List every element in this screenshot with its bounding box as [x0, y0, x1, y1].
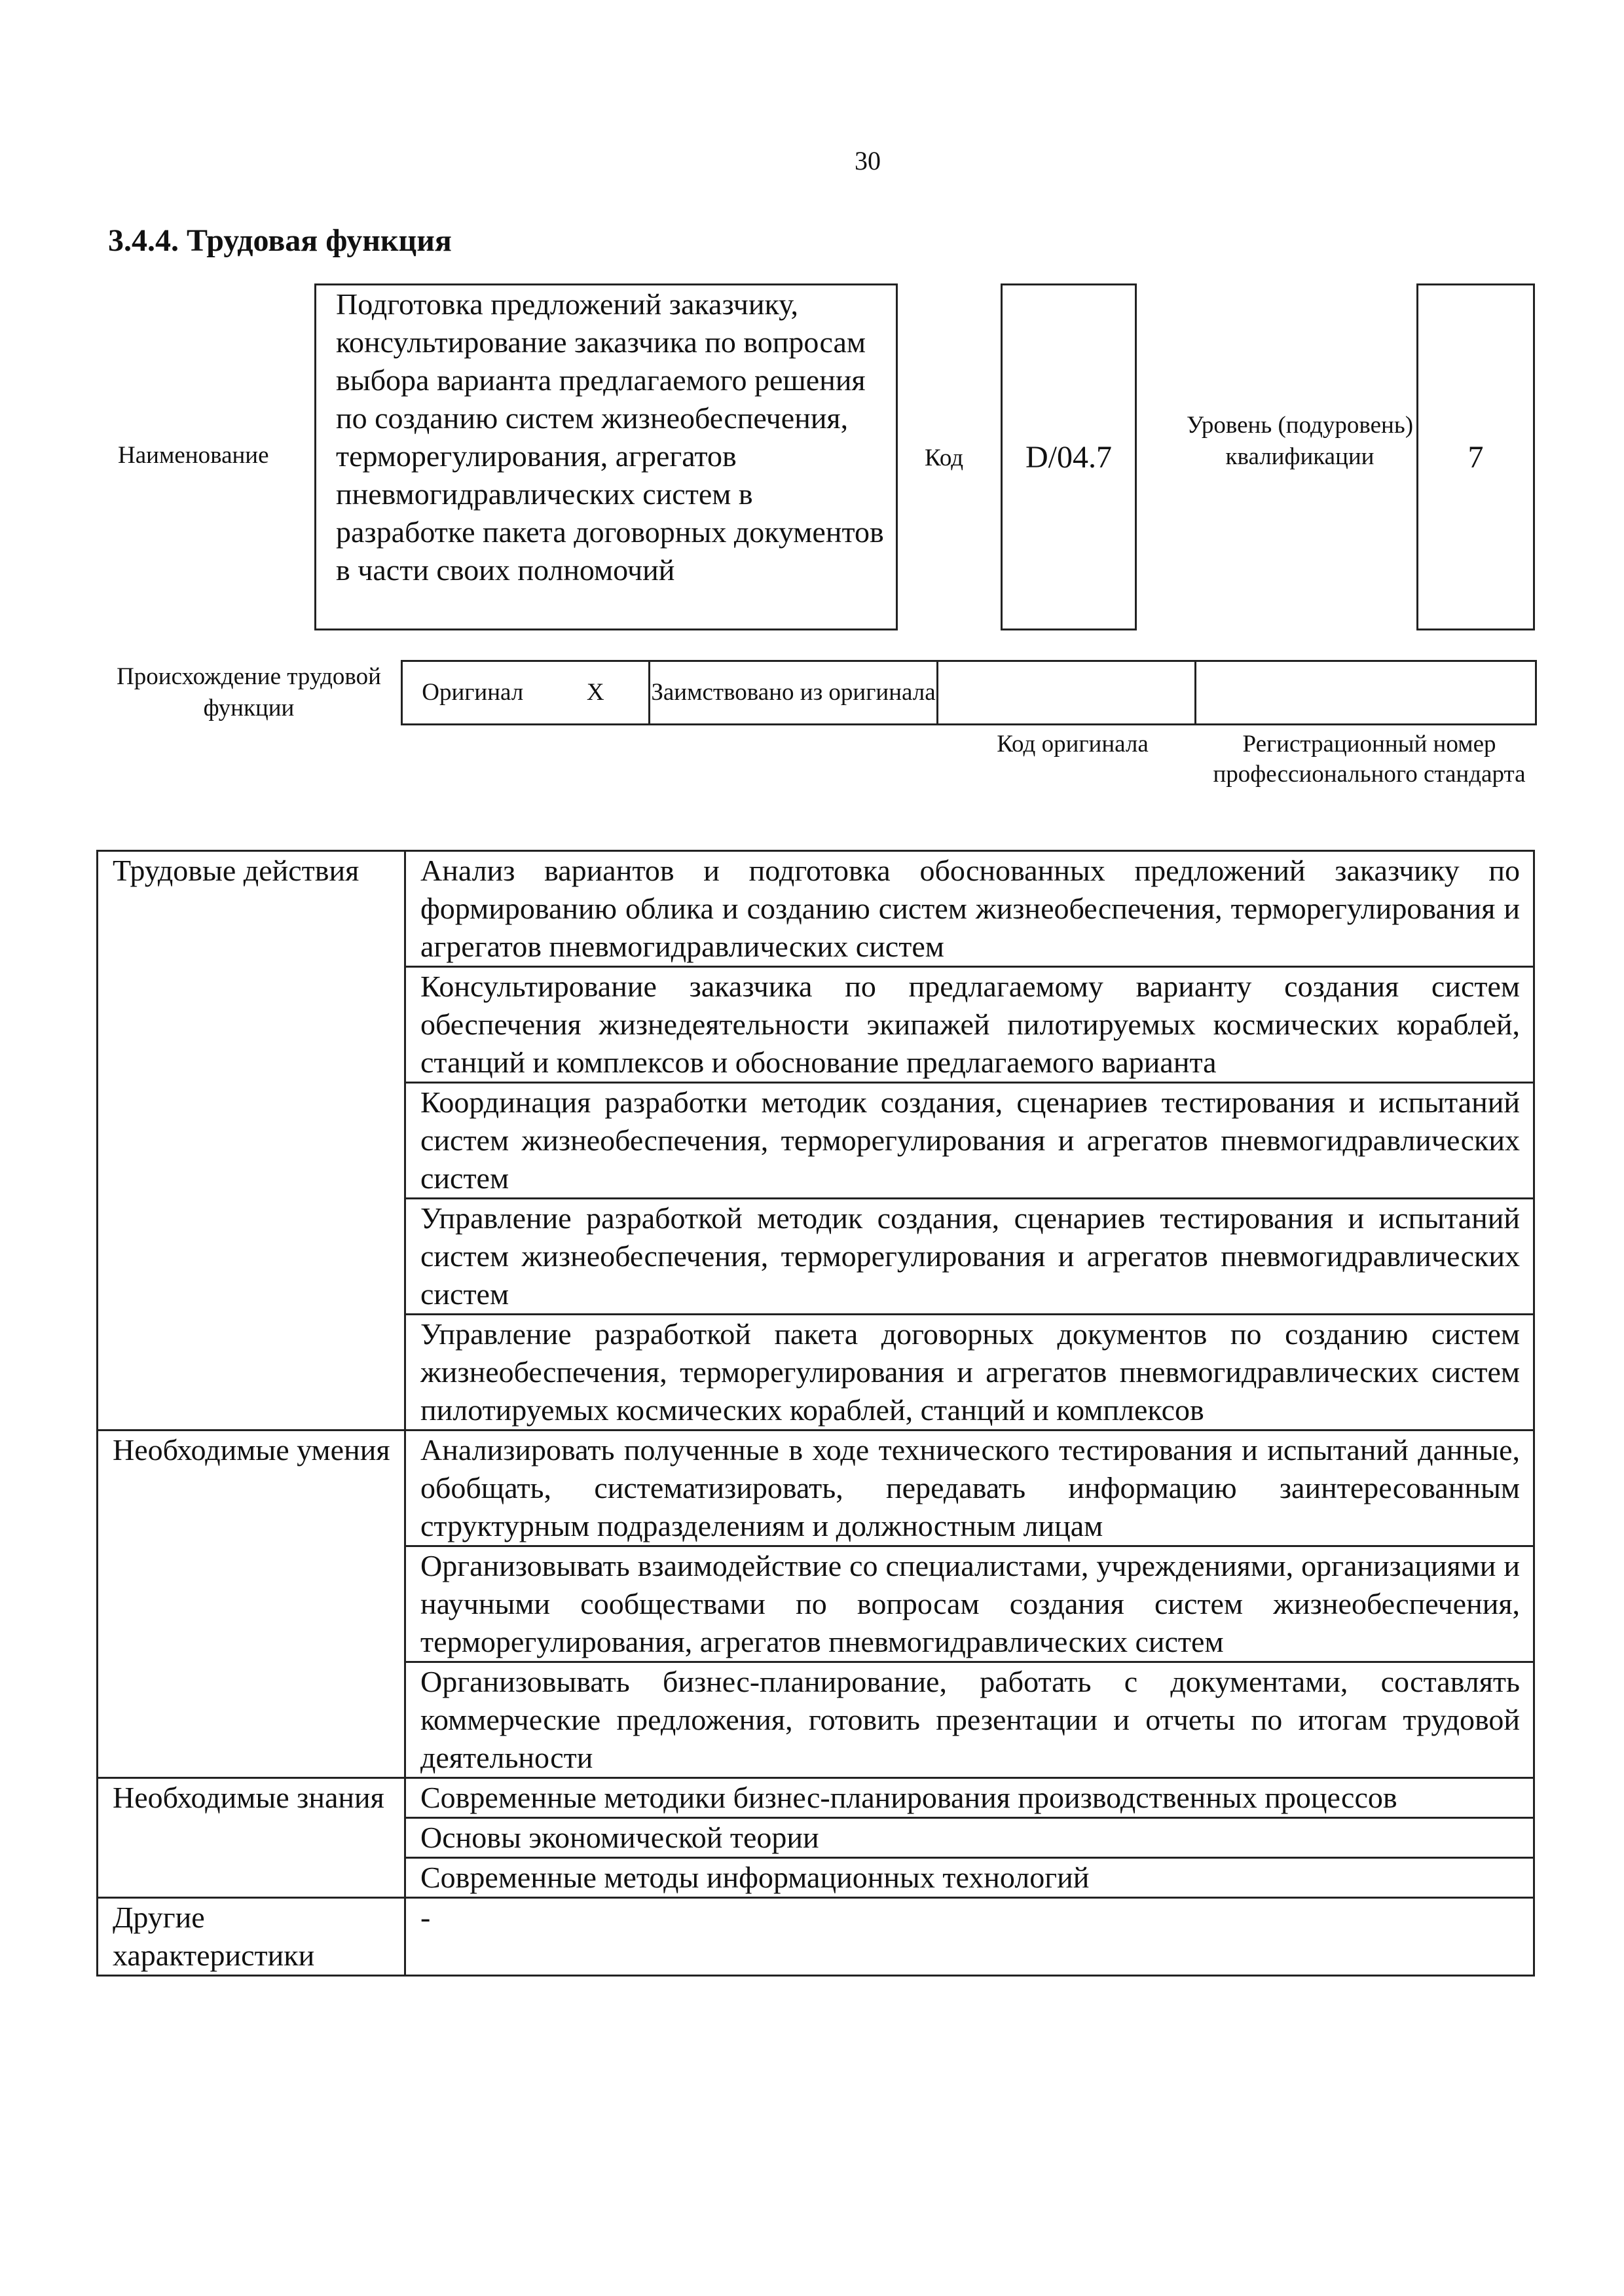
- labor-actions-item: Управление разработкой методик создания, сценариев тестирования и испытаний систем жизнеобеспечения, терморегулирования и агрегатов пневмогидравлических систем: [405, 1199, 1534, 1315]
- origin-label: Происхождение трудовой функции: [117, 663, 381, 721]
- knowledge-label: Необходимые знания: [98, 1778, 405, 1898]
- name-box: [314, 283, 898, 630]
- labor-actions-item: Координация разработки методик создания, сценариев тестирования и испытаний систем жизнеобеспечения, терморегулирования и агрегатов пневмогидравлических систем: [405, 1083, 1534, 1199]
- skills-item: Организовывать взаимодействие со специалистами, учреждениями, организациями и научными сообществами по вопросам создания систем жизнеобеспечения, терморегулирования, агрегатов пневмогидравлических систем: [405, 1546, 1534, 1662]
- labor-actions-label: Трудовые действия: [98, 851, 405, 1430]
- code-box: [1001, 283, 1137, 630]
- code-label: Код: [925, 445, 964, 471]
- other-characteristics-item: -: [405, 1898, 1534, 1976]
- level-label: Уровень (подуровень) квалификации: [1186, 412, 1414, 470]
- section-heading: 3.4.4. Трудовая функция: [108, 223, 452, 258]
- page-number: 30: [855, 146, 881, 175]
- skills-item: Организовывать бизнес-планирование, работать с документами, составлять коммерческие предложения, готовить презентации и отчеты по итогам трудовой деятельности: [405, 1662, 1534, 1778]
- labor-actions-item: Консультирование заказчика по предлагаемому варианту создания систем обеспечения жизнедеятельности экипажей пилотируемых космических кораблей, станций и комплексов и обоснование предлагаемого варианта: [405, 967, 1534, 1083]
- original-mark: X: [543, 661, 650, 725]
- table-row: [98, 1430, 1534, 1546]
- code-value: D/04.7: [1025, 439, 1112, 475]
- labor-actions-item: Анализ вариантов и подготовка обоснованных предложений заказчику по формированию облика и созданию систем жизнеобеспечения, терморегулирования и агрегатов пневмогидравлических систем: [405, 851, 1534, 967]
- function-name: Подготовка предложений заказчику, консультирование заказчика по вопросам выбора варианта предлагаемого решения по созданию систем жизнеобеспечения, терморегулирования, агрегатов пневмогидравлических систем в разработке пакета договорных документов в части своих полномочий: [336, 287, 884, 587]
- level-value: 7: [1467, 439, 1484, 475]
- level-box: [1416, 283, 1535, 630]
- requirements-table: [96, 850, 1535, 1977]
- name-label: Наименование: [118, 442, 269, 469]
- other-characteristics-label: Другие характеристики: [98, 1898, 405, 1976]
- original-label: Оригинал: [402, 661, 543, 725]
- labor-actions-item: Управление разработкой пакета договорных документов по созданию систем жизнеобеспечения, терморегулирования и агрегатов пневмогидравлических систем пилотируемых космических кораблей, станций и комплексов: [405, 1315, 1534, 1430]
- knowledge-item: Современные методы информационных технологий: [405, 1858, 1534, 1898]
- borrowed-label: Заимствовано из оригинала: [650, 661, 938, 725]
- table-row: [98, 1898, 1534, 1976]
- requirements-table-body: [98, 851, 1534, 1976]
- knowledge-item: Современные методики бизнес-планирования производственных процессов: [405, 1778, 1534, 1818]
- origin-table: [401, 660, 1537, 725]
- table-row: [98, 851, 1534, 967]
- table-row: [98, 1778, 1534, 1818]
- original-code-cell: [938, 661, 1196, 725]
- reg-number-cell: [1196, 661, 1536, 725]
- reg-number-caption: Регистрационный номер профессионального стандарта: [1213, 731, 1526, 788]
- skills-label: Необходимые умения: [98, 1430, 405, 1778]
- original-code-caption: Код оригинала: [997, 731, 1149, 757]
- knowledge-item: Основы экономической теории: [405, 1818, 1534, 1858]
- skills-item: Анализировать полученные в ходе технического тестирования и испытаний данные, обобщать, систематизировать, передавать информацию заинтересованным структурным подразделениям и должностным лицам: [405, 1430, 1534, 1546]
